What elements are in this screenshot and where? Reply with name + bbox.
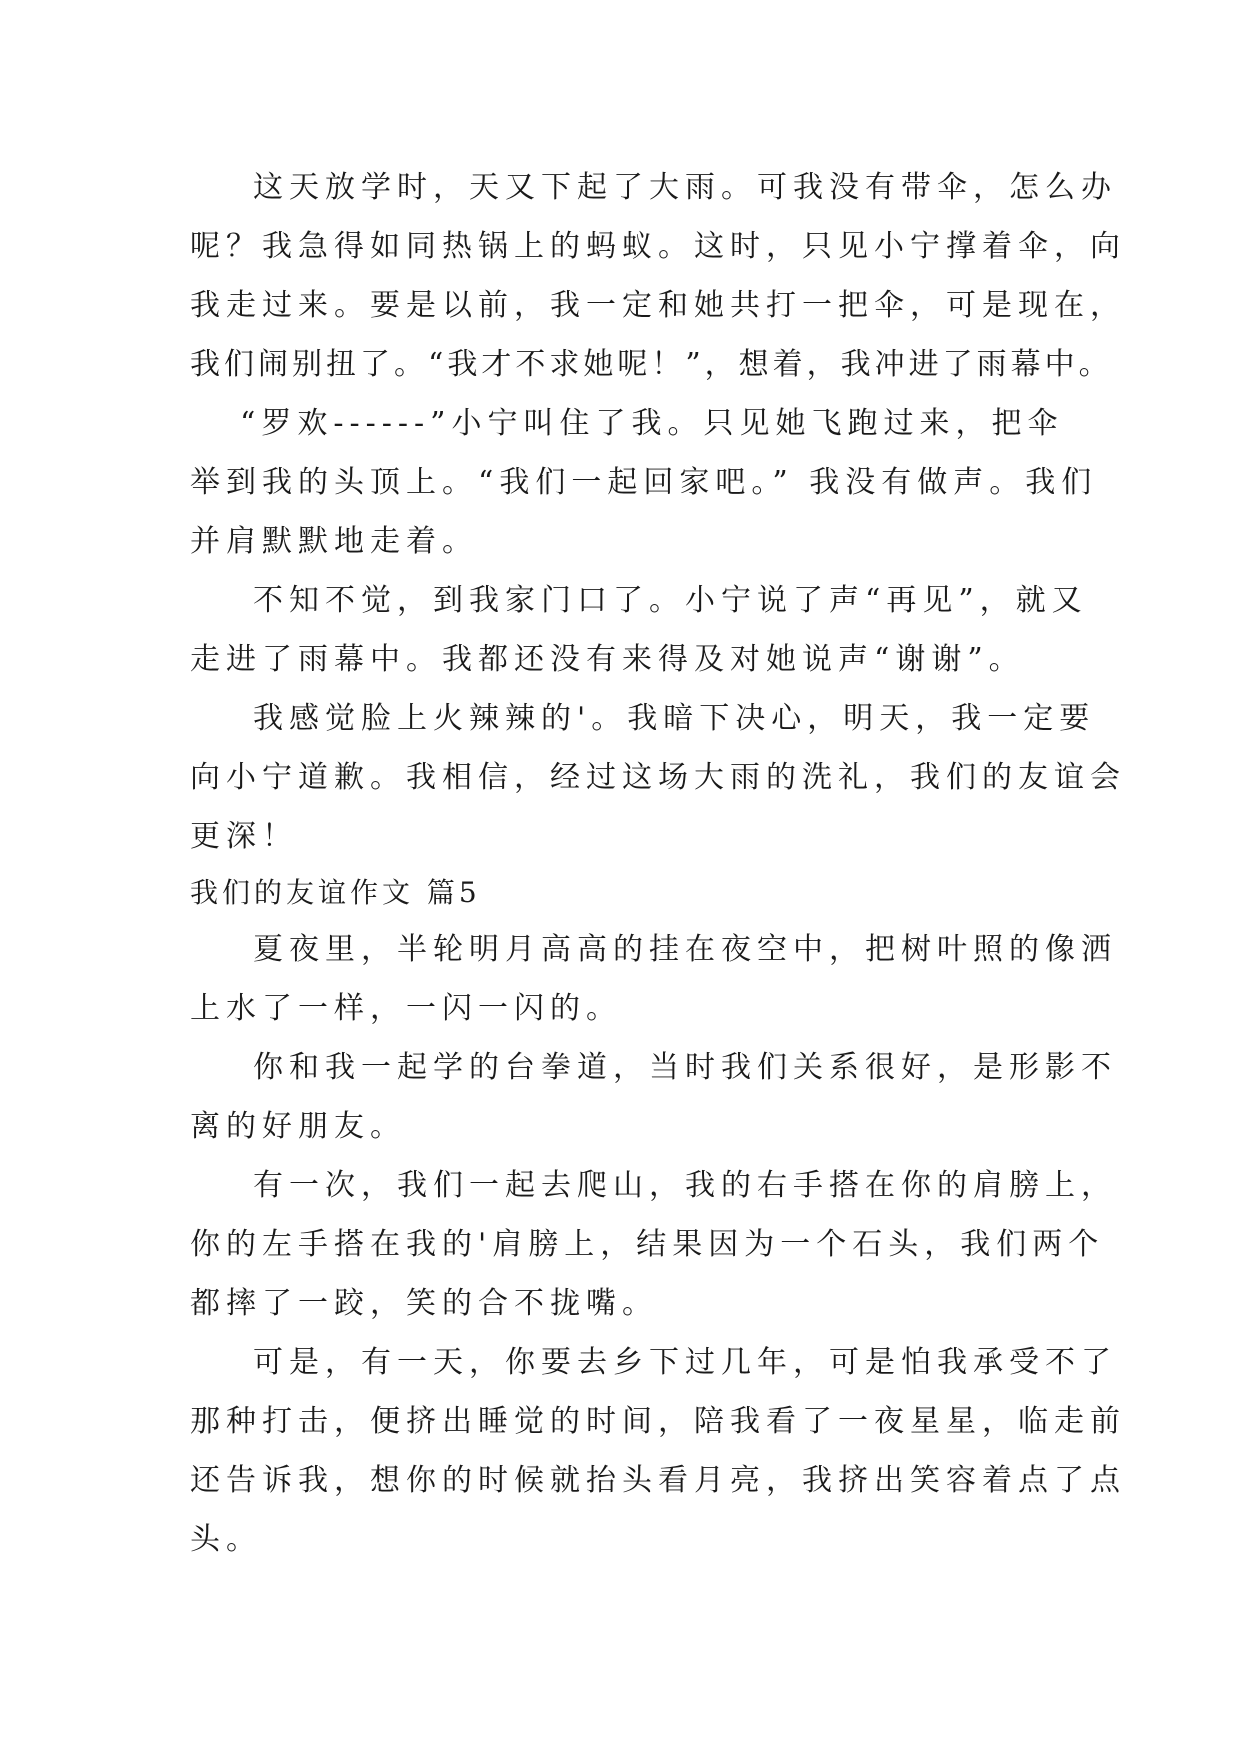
paragraph-line: 你和我一起学的台拳道，当时我们关系很好，是形影不 bbox=[253, 1050, 1117, 1085]
paragraph-line: 头。 bbox=[190, 1522, 262, 1557]
paragraph-line: 我感觉脸上火辣辣的'。我暗下决心，明天，我一定要 bbox=[253, 701, 1096, 736]
section-heading: 我们的友谊作文 篇5 bbox=[190, 876, 481, 909]
paragraph-line: 夏夜里，半轮明月高高的挂在夜空中，把树叶照的像洒 bbox=[253, 932, 1117, 967]
paragraph-line: 我走过来。要是以前，我一定和她共打一把伞，可是现在， bbox=[190, 288, 1126, 323]
paragraph-line: 那种打击，便挤出睡觉的时间，陪我看了一夜星星，临走前 bbox=[190, 1404, 1126, 1439]
paragraph-line: 这天放学时，天又下起了大雨。可我没有带伞，怎么办 bbox=[253, 170, 1117, 205]
paragraph-line: 你的左手搭在我的'肩膀上，结果因为一个石头，我们两个 bbox=[190, 1227, 1105, 1262]
paragraph-line: 更深！ bbox=[190, 819, 298, 854]
paragraph-line: 可是，有一天，你要去乡下过几年，可是怕我承受不了 bbox=[253, 1345, 1117, 1380]
paragraph-line: 我们闹别扭了。“我才不求她呢！”，想着，我冲进了雨幕中。 bbox=[190, 347, 1113, 382]
paragraph-line: “罗欢------”小宁叫住了我。只见她飞跑过来，把伞 bbox=[240, 406, 1064, 441]
document-body bbox=[190, 158, 1126, 1569]
paragraph-line: 都摔了一跤，笑的合不拢嘴。 bbox=[190, 1286, 658, 1321]
paragraph-line: 有一次，我们一起去爬山，我的右手搭在你的肩膀上， bbox=[253, 1168, 1117, 1203]
paragraph-line: 还告诉我，想你的时候就抬头看月亮，我挤出笑容着点了点 bbox=[190, 1463, 1126, 1498]
paragraph-line: 举到我的头顶上。“我们一起回家吧。” 我没有做声。我们 bbox=[190, 465, 1098, 500]
paragraph-line: 呢？我急得如同热锅上的蚂蚁。这时，只见小宁撑着伞，向 bbox=[190, 229, 1126, 264]
paragraph-line: 离的好朋友。 bbox=[190, 1109, 406, 1144]
paragraph-line: 不知不觉，到我家门口了。小宁说了声“再见”，就又 bbox=[253, 583, 1088, 618]
paragraph-line: 走进了雨幕中。我都还没有来得及对她说声“谢谢”。 bbox=[190, 642, 1025, 677]
paragraph-line: 并肩默默地走着。 bbox=[190, 524, 478, 559]
paragraph-line: 上水了一样，一闪一闪的。 bbox=[190, 991, 622, 1026]
paragraph-line: 向小宁道歉。我相信，经过这场大雨的洗礼，我们的友谊会 bbox=[190, 760, 1126, 795]
